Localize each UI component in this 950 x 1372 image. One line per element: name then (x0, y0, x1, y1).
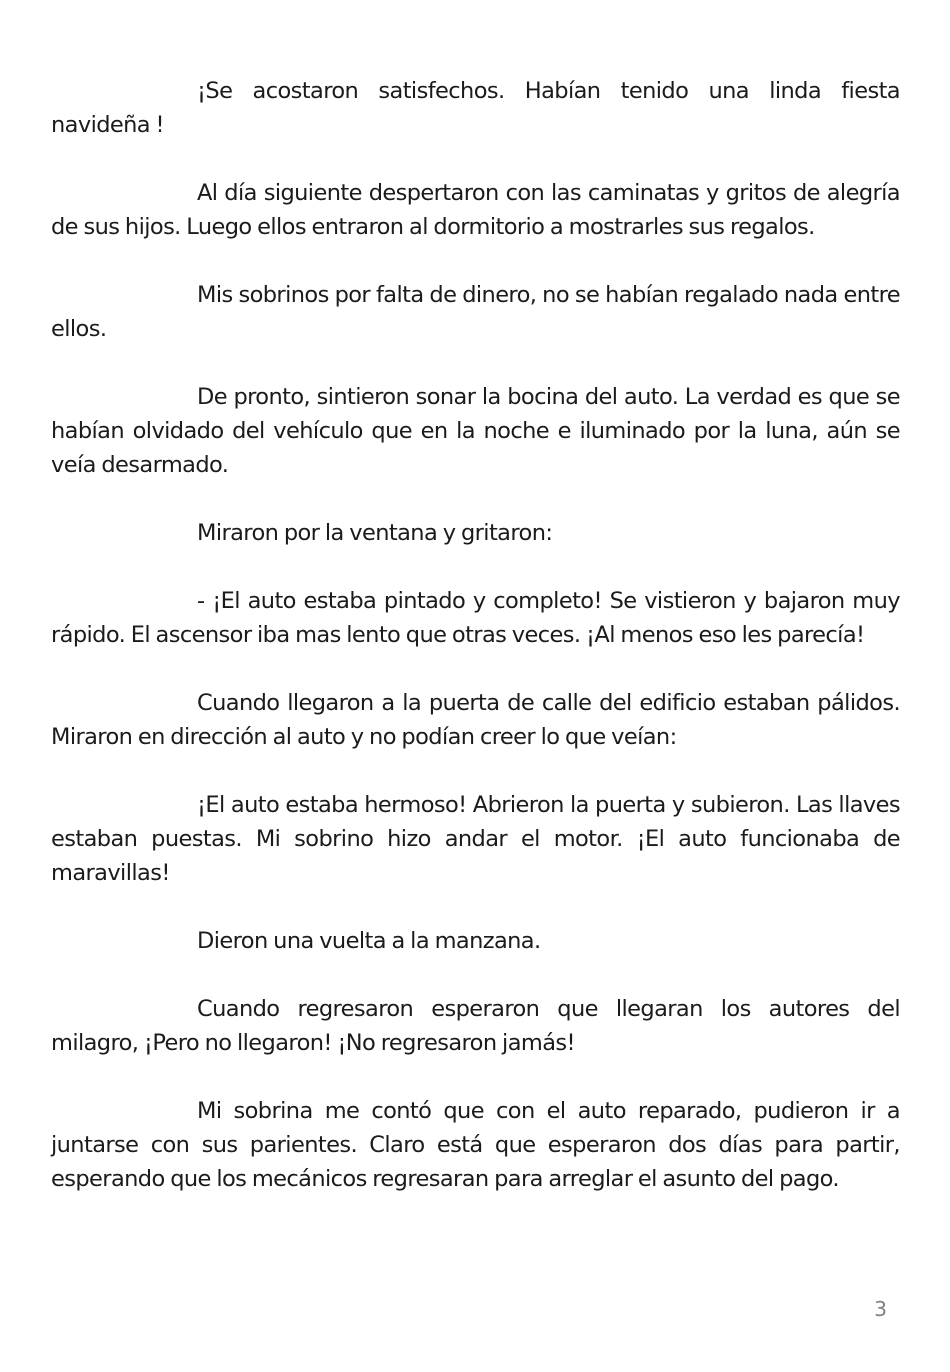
paragraph-3: Mis sobrinos por falta de dinero, no se habían regalado nada entre ellos. (51, 282, 900, 342)
paragraph-1: ¡Se acostaron satisfechos. Habían tenido una linda fiesta navideña ! (51, 78, 900, 138)
paragraph-9: Dieron una vuelta a la manzana. (197, 928, 541, 954)
paragraph-4: De pronto, sintieron sonar la bocina del auto. La verdad es que se habían olvidado del vehículo que en la noche e iluminado por la luna, aún se veía desarmado. (51, 384, 900, 478)
paragraph-11: Mi sobrina me contó que con el auto reparado, pudieron ir a juntarse con sus parientes. Claro está que esperaron dos días para partir, esperando que los mecánicos regresaran para arreglar el asunto del pago. (51, 1098, 900, 1192)
paragraph-10: Cuando regresaron esperaron que llegaran los autores del milagro, ¡Pero no llegaron! ¡No regresaron jamás! (51, 996, 900, 1056)
paragraph-8: ¡El auto estaba hermoso! Abrieron la puerta y subieron. Las llaves estaban puestas. Mi sobrino hizo andar el motor. ¡El auto funcionaba de maravillas! (51, 792, 900, 886)
paragraph-6: - ¡El auto estaba pintado y completo! Se vistieron y bajaron muy rápido. El ascensor iba mas lento que otras veces. ¡Al menos eso les parecía! (51, 588, 900, 648)
body-text (51, 74, 900, 1230)
paragraph-2: Al día siguiente despertaron con las caminatas y gritos de alegría de sus hijos. Luego ellos entraron al dormitorio a mostrarles sus regalos. (51, 180, 900, 240)
paragraph-5: Miraron por la ventana y gritaron: (197, 520, 553, 546)
page-number: 3 (874, 1297, 887, 1321)
paragraph-7: Cuando llegaron a la puerta de calle del edificio estaban pálidos. Miraron en dirección al auto y no podían creer lo que veían: (51, 690, 900, 750)
